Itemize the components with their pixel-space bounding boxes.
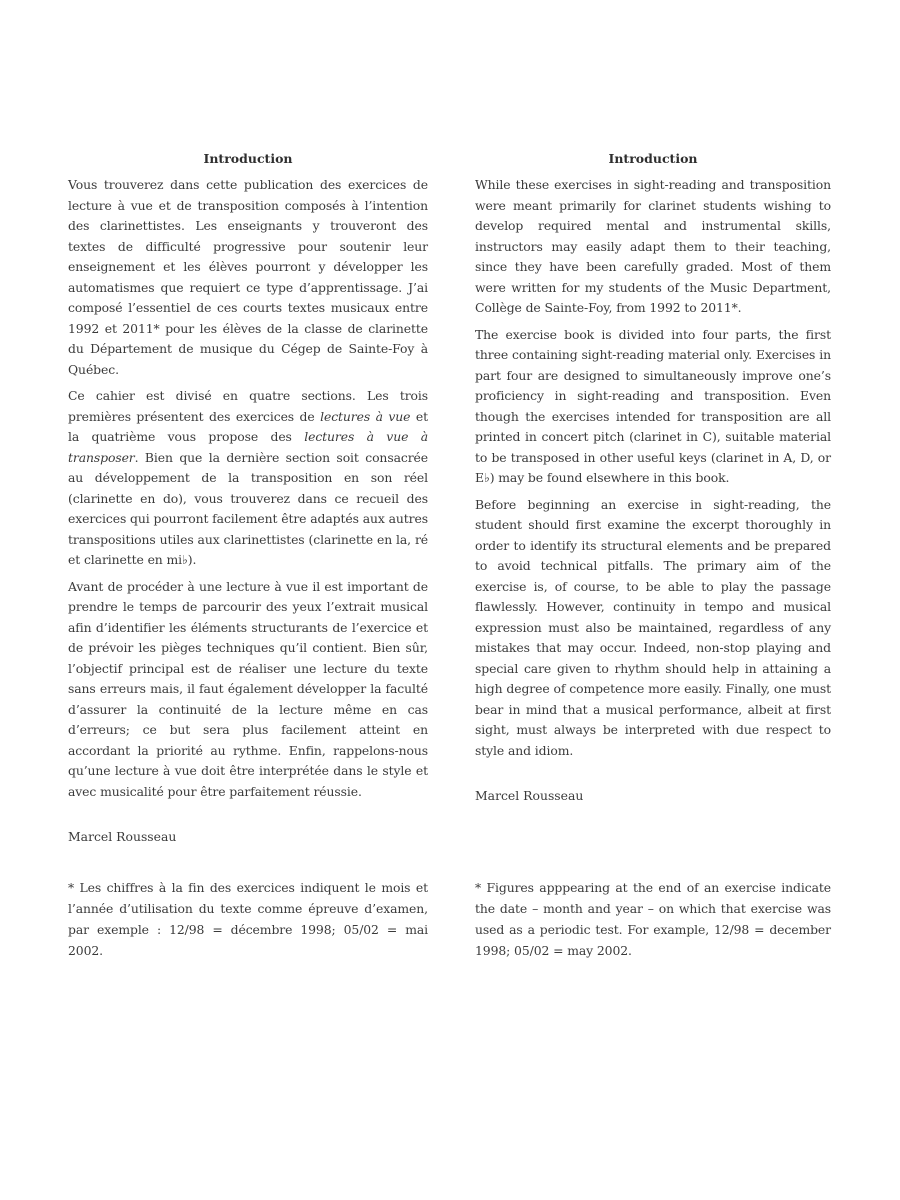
french-italic-lectures-a-vue: lectures à vue — [320, 408, 411, 424]
french-paragraph-1: Vous trouverez dans cette publication des exercices de lecture à vue et de transposition composés à l’intention des clarinettistes. Les enseignants y trouveront des textes de difficulté progressive pour soutenir leur enseignement et les élèves pourront y développer les automatismes que requiert ce type d’apprentissage. J’ai composé l’essentiel de ces courts textes musicaux entre 1992 et 2011* pour les élèves de la classe de clarinette du Département de musique du Cégep de Sainte-Foy à Québec. — [68, 177, 428, 377]
french-column — [68, 149, 428, 847]
french-italic-lectures-a-transposer: lectures à vue à transposer — [68, 429, 428, 465]
french-signature: Marcel Rousseau — [68, 829, 177, 844]
english-paragraph-2: The exercise book is divided into four parts, the first three containing sight-reading material only. Exercises in part four are designed to simultaneously improve one’s proficiency in sight-reading and transposition. Even though the exercises intended for transposition are all printed in concert pitch (clarinet in C), suitable material to be transposed in other useful keys (clarinet in A, D, or E♭) may be found elsewhere in this book. — [475, 326, 831, 485]
french-paragraph-2-text-a: Ce cahier est divisé en quatre sections. Les trois premières présentent des exercices de — [68, 388, 428, 424]
english-heading: Introduction — [608, 151, 698, 166]
french-footnote: * Les chiffres à la fin des exercices indiquent le mois et l’année d’utilisation du texte comme épreuve d’examen, par exemple : 12/98 = décembre 1998; 05/02 = mai 2002. — [68, 880, 428, 958]
english-paragraph-1: While these exercises in sight-reading and transposition were meant primarily for clarinet students wishing to develop required mental and instrumental skills, instructors may easily adapt them to their teaching, since they have been carefully graded. Most of them were written for my students of the Music Department, Collège de Sainte-Foy, from 1992 to 2011*. — [475, 177, 831, 315]
english-signature: Marcel Rousseau — [475, 788, 584, 803]
english-column — [475, 149, 831, 806]
french-paragraph-2-text-c: . Bien que la dernière section soit consacrée au développement de la transposition en son réel (clarinette en do), vous trouverez dans ce recueil des exercices qui pourront facilement être adaptés aux autres transpositions utiles aux clarinettistes (clarinette en la, ré et clarinette en mi♭). — [68, 449, 428, 567]
french-paragraph-2-text-b: et la quatrième vous propose des — [68, 408, 428, 444]
french-heading: Introduction — [203, 151, 293, 166]
english-footnote: * Figures apppearing at the end of an exercise indicate the date – month and year – on which that exercise was used as a periodic test. For example, 12/98 = december 1998; 05/02 = may 2002. — [475, 880, 831, 958]
french-paragraph-3: Avant de procéder à une lecture à vue il est important de prendre le temps de parcourir des yeux l’extrait musical afin d’identifier les éléments structurants de l’exercice et de prévoir les pièges techniques qu’il contient. Bien sûr, l’objectif principal est de réaliser une lecture du texte sans erreurs mais, il faut également développer la faculté d’assurer la continuité de la lecture même en cas d’erreurs; ce but sera plus facilement atteint en accordant la priorité au rythme. Enfin, rappelons-nous qu’une lecture à vue doit être interprétée dans le style et avec musicalité pour être parfaitement réussie. — [68, 578, 428, 799]
english-paragraph-3: Before beginning an exercise in sight-reading, the student should first examine the excerpt thoroughly in order to identify its structural elements and be prepared to avoid technical pitfalls. The primary aim of the exercise is, of course, to be able to play the passage flawlessly. However, continuity in tempo and musical expression must also be maintained, regardless of any mistakes that may occur. Indeed, non-stop playing and special care given to rhythm should help in attaining a high degree of competence more easily. Finally, one must bear in mind that a musical performance, albeit at first sight, must always be interpreted with due respect to style and idiom. — [475, 496, 831, 758]
french-paragraph-2 — [68, 386, 428, 571]
